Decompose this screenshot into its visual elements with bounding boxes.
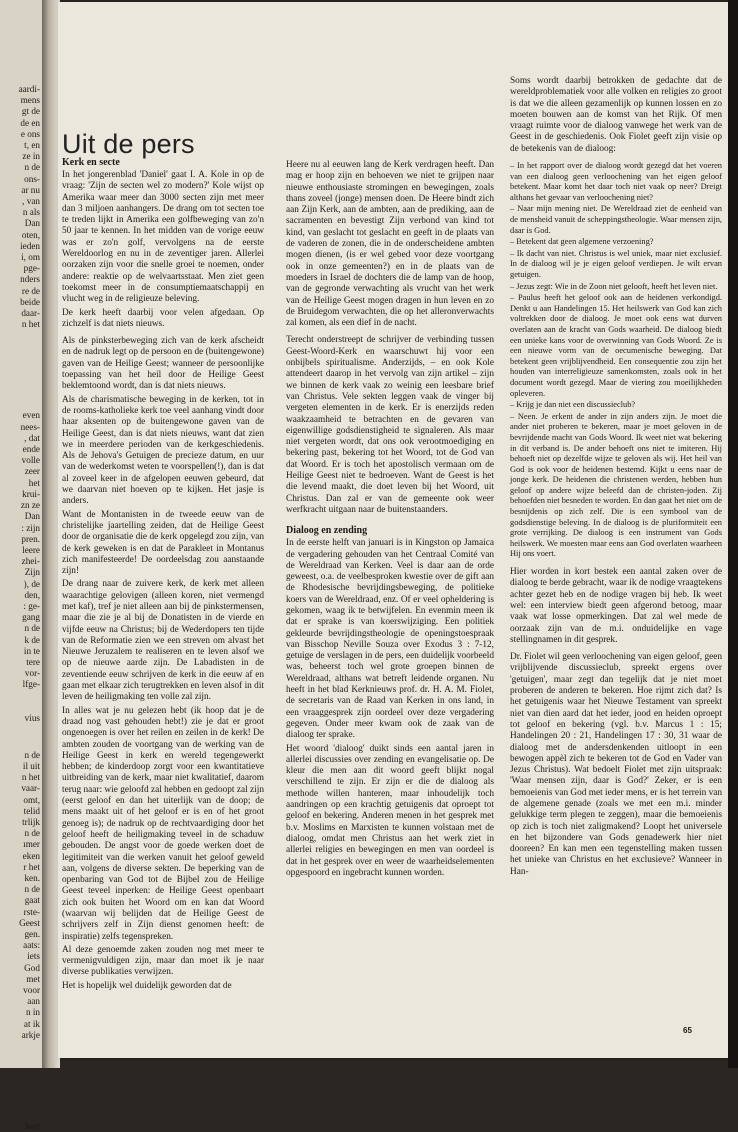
prev-page-line: vaar- (21, 783, 40, 794)
paragraph: Dr. Fiolet wil geen verloochening van eigen geloof, geen vrijblijvende discussieclub, spreekt ergens over 'getuigen', maar zegt dan tegelijk dat je niet moet proberen de anderen te bekeren. Hoe rijmt zich dat? Is het getuigenis waar het Nieuwe Testament van spreekt niet van dien aard dat het ieder, jood en heiden oproept tot geloof en bekering (vgl. b.v. Marcus 1 : 15; Handelingen 20 : 21, Handelingen 17 : 30, 31 waar de dialoog met de andersdenkenden uitloopt in een bewogen appèl zich te bekeren tot de God en Vader van Jezus Christus). Wat bedoelt Fiolet met zijn uitspraak: 'Waar mensen zijn, daar is God?' Zeker, er is een bemoeienis van God met ieder mens, er is het terrein van de algemene genade (zoals we met een m.i. minder gelukkige term plegen te zeggen), maar die bemoeienis op zich is toch niet zaligmakend? Loopt het universele en het bijzondere van Gods genadewerk hier niet dooreen? En kan men een tegenstelling maken tussen het unieke van Christus en het exclusieve? Wanneer in Han- (510, 652, 722, 877)
prev-page-line: beide (20, 296, 40, 307)
prev-page-line: gang (22, 612, 40, 623)
prev-page-line: arkje (21, 1029, 40, 1040)
interview-line: – Paulus heeft het geloof ook aan de heidenen verkondigd. Denkt u aan Handelingen 15. Het heilswerk van God kan zich voltrekken door de dialoog. Je moet ook eens wat durven overlaten aan de kracht van Gods waarheid. De dialoog biedt een unieke kans voor de overwinning van Gods Woord. Ze is een nieuwe vorm van de oecumenische beweging. Dat betekent geen vrijblijvendheid. Een consequentie zou zijn het houden van interreligieuze samenkomsten, zoals ook in het document wordt gezegd. Maar de viering zou moeilijkheden opleveren. (510, 293, 722, 398)
prev-page-line: Geest (19, 917, 40, 928)
prev-page-line: nees- (20, 421, 40, 432)
interview-line: – Naar mijn mening niet. De Wereldraad ziet de eenheid van de mensheid vanuit de scheppingstheologie. Waar mensen zijn, daar is God. (510, 204, 722, 235)
prev-page-line: n de (24, 623, 40, 634)
prev-page-line: krui- (22, 488, 40, 499)
prev-page-line: telid (23, 805, 40, 816)
prev-page-line: pren. (21, 533, 40, 544)
prev-page-line: ar nu (21, 184, 40, 195)
interview-line: – Neen. Je erkent de ander in zijn anders zijn. Je moet die ander niet proberen te bekeren, maar je moet geloven in de bevrijdende macht van Gods Woord. Ik weet niet wat bekering in dit verband is. De ander behoeft ons niet te imiteren. Hij behoeft niet op dezelfde wijze te geloven als wij. Het heil van God is ook voor de heidenen bestemd. Kijkt u eens naar de jonge kerk. De heidenen die christenen werden, hebben hun geloof op andere wijze beleefd dan de christen-joden. Zij behoefden niet besneden te worden. En dan gaat het niet om de besnijdenis op zich zelf. Die is een symbool van de godsdienstige beleving. In de dialoog is de pluriformiteit een grote verrijking. De dialoog is een instrument van Gods heilswerk. We moesten maar eens aan God overlaten waarheen Hij ons voert. (510, 411, 722, 559)
prev-page-line: , van (22, 196, 40, 207)
prev-page-line: ken. (24, 872, 40, 883)
prev-page-line: ieden (20, 240, 40, 251)
prev-page-line: ze in (22, 151, 40, 162)
prev-page-line: ), de (23, 578, 40, 589)
paragraph: Terecht onderstreept de schrijver de verbinding tussen Geest-Woord-Kerk en waarschuwt hij voor een onbijbels spiritualisme. Anderzijds, – en ook Kole attendeert daarop in het vervolg van zijn artikel – zijn we binnen de kerk vaak zo weinig een leesbare brief van Christus. Vele sekten leggen vaak de vinger bij vergeten elementen in de kerk. Er is enerzijds reden waakzaamheid te betrachten en de gevaren van eigenwillige godsdienstigheid te signaleren. Als maar niet vergeten wordt, dat ons ook verootmoediging en bekering past, bekering tot het Woord, tot de God van dat Woord. Er is toch het apostolisch vermaan om de Heilige Geest niet te bedroeven. Want de Geest is het die levend maakt, die doet leven bij het Woord, uit Christus. Dan zal er van de gemeente ook weer werfkracht uitgaan naar de buitenstaanders. (286, 335, 494, 515)
prev-page-line: n als (22, 207, 40, 218)
prev-page-line: ons- (24, 173, 40, 184)
prev-page-line: volle (21, 455, 40, 466)
prev-page-line: re de (21, 285, 40, 296)
prev-page-line: vor- (24, 668, 40, 679)
paragraph: Soms wordt daarbij betrokken de gedachte dat de wereldproblematiek voor alle volken en religies zo groot is dat we die alleen gezamenlijk op kunnen lossen en zo moeten bouwen aan de komst van het Rijk. Of men vraagt ruimte voor de dialoog vanwege het werk van de Geest in de geschiedenis. Ook Fiolet geeft zijn visie op de betekenis van de dialoog: (510, 76, 722, 154)
prev-page-line: Dan (24, 511, 40, 522)
column-1 (62, 157, 264, 994)
prev-page-line: even (22, 410, 40, 421)
prev-page-line: : ge- (23, 600, 40, 611)
prev-page-line: mens (20, 95, 40, 106)
prev-page-line: rste- (23, 906, 40, 917)
prev-page-line: zeer (24, 466, 40, 477)
prev-page-line: n de (24, 884, 40, 895)
page-number: 65 (683, 1026, 692, 1035)
prev-page-line: k de (24, 634, 40, 645)
prev-page-line: vius (24, 712, 40, 723)
prev-page-line: aardi- (18, 84, 40, 94)
prev-page-line: gen. (24, 929, 40, 939)
prev-page-line: n de (24, 749, 40, 760)
section-heading-kerk-en-secte: Kerk en secte (62, 157, 120, 168)
prev-page-line: daar- (21, 308, 40, 319)
prev-page-line: trlijk (22, 816, 40, 827)
magazine-page (58, 2, 728, 1058)
paragraph: Want de Montanisten in de tweede eeuw van de christelijke jaartelling zeiden, dat de Heilige Geest door de organisatie die de kerk opgelegd zou zijn, van de kerk geweken is en dat de Parakleet in Montanus zich manifesteerde! De oordeelsdag zou aanstaande zijn! (62, 509, 264, 577)
paragraph: Als de pinksterbeweging zich van de kerk afscheidt en de nadruk legt op de persoon en de (buitengewone) gaven van de Heilige Geest; wanneer de persoonlijke toepassing van het heil door de Heilige Geest beklemtoond wordt, dan is dat niets nieuws. (62, 336, 264, 392)
prev-page-line: zhei- (21, 556, 40, 567)
prev-page-line: ımer (23, 839, 40, 850)
prev-page-line: aan (27, 996, 40, 1007)
prev-page-line: God (24, 962, 40, 973)
prev-page-line: gaat (24, 895, 40, 906)
page-title: Uit de pers (62, 129, 195, 159)
paragraph: Heere nu al eeuwen lang de Kerk verdragen heeft. Dan mag er hoop zijn en behoeven we niet te grijpen naar nieuwe enthousiaste stromingen en bewegingen, zoals thans zoveel (jonge) mensen doen. De Heere bindt zich aan Zijn Kerk, aan de ambten, aan de prediking, aan de sacramenten en bevestigt Zijn verbond van kind tot kind, van geslacht tot geslacht en geeft in de plaats van de vaderen de zonen, die in de onderscheidene ambten mogen dienen, (is er wel gebed voor deze voortgang ook in onze gemeenten?) en in de plaats van de moeders in Israel de dochters die de lamp van de hoop, van de gegronde verwachting als vrucht van het werk van de Heilige Geest mogen dragen in hun leven en zo de Bruidegom verwachten, die op het alleronverwachts zal komen, als een dief in de nacht. (286, 160, 494, 329)
paragraph: In alles wat je nu gelezen hebt (ik hoop dat je de draad nog vast gehouden hebt!) zie je dat er groot ongenoegen is over het reilen en zeilen in de kerk! De ambten zouden de voortgang van de werking van de Heilige Geest in kerk en wereld tegengewerkt hebben; de kinderdoop zorgt voor een kwantitatieve uitbreiding van de kerk, maar niet kwalitatief, daarom terug naar: wie geloofd zal hebben en gedoopt zal zijn (eerst geloof en dan het uiterlijk van de doop; de mens maakt uit of het geloof er is en of het groot genoeg is); de nadruk op de rechtvaardiging door het geloof heeft de heiligmaking teveel in de schaduw gebouden. De angst voor de goede werken doet de legitimiteit van die werken vanuit het geloof geweld aan, volgens de diverse sekten. De beperking van de openbaring van God tot de Bijbel zou de Heilige Geest teveel inperken: de Heilige Geest openbaart zich ook buiten het Woord om en kan dat Woord (waarvan wij belijden dat de Heilige Geest de schrijvers zelf in Zijn dienst genomen heeft: de inspiratie) zelfs tegenspreken. (62, 705, 264, 942)
prev-page-line: met (26, 973, 40, 984)
column-2 (286, 160, 494, 881)
prev-page-line: n in (25, 1007, 40, 1018)
prev-page-line: de en (20, 117, 40, 128)
prev-page-line: at ik (23, 1018, 40, 1029)
previous-page-strip (0, 0, 42, 1132)
paragraph: Als de charismatische beweging in de kerken, tot in de rooms-katholieke kerk toe veel aanhang vindt door haar aksenten op de buitengewone gaven van de Heilige Geest, dan is dat niets nieuws, want dat zien we in meerdere perioden van de kerkgeschiedenis. Als de Jehova's Getuigen de precieze datum, en uur van de wederkomst weten te voorspellen(!), dan is dat al zoveel keer in de afgelopen eeuwen gebeurd, dat we daarvan niet hoeven op te kijken. Het jasje is anders. (62, 394, 264, 507)
prev-page-line: nders (20, 274, 40, 285)
prev-page-line: den, (24, 589, 40, 600)
paragraph: Al deze genoemde zaken zouden nog met meer te vermenigvuldigen zijn, maar dan moet ik je naar diverse publikaties verwijzen. (62, 944, 264, 978)
prev-page-line: lfge- (22, 679, 40, 690)
prev-page-line: gt de (21, 106, 40, 117)
prev-page-line: n het (21, 319, 40, 330)
paragraph: In het jongerenblad 'Daniel' gaat I. A. Kole in op de vraag: 'Zijn de secten wel zo modern?' Kole wijst op Amerika waar meer dan 3000 secten zijn met meer dan 3 miljoen aanhangers. De drang om tot secten toe te treden lijkt in Amerika een golfbeweging van zo'n 50 jaar te kennen. In het midden van de vorige eeuw was er zo'n golf, vervolgens na de eerste Wereldoorlog en nu in de zeventiger jaren. Allerlei oorzaken zijn voor die snelle groei te noemen, onder andere: reaktie op de welvaartsstaat. Men ziet geen toekomst meer in de consumptiemaatschappij en vlucht weg in de religieuze beleving. (62, 170, 264, 305)
prev-page-line: aats: (23, 940, 40, 951)
prev-page-line: zn ze (20, 500, 40, 511)
page-edge-shadow (728, 0, 738, 1068)
paragraph: In de eerste helft van januari is in Kingston op Jamaica de vergadering gehouden van het Centraal Comité van de Wereldraad van Kerken. Veel is daar aan de orde geweest, o.a. de veelbesproken kwestie over de gift aan de Rhodesische bevrijdingsbeweging, de politieke koers van de Wereldraad, enz. Of er veel opheldering is gekomen, waag ik te betwijfelen. En evenmin meen ik dat er sprake is van koerswijziging. Een politiek gekleurde bevrijdingstheologie de openingstoespraak van Bisschop Neville Souza over Exodus 3 : 7-12, getuige de verslagen in de pers, een duidelijk voorbeeld was, beheerst toch wel grote groepen binnen de Wereldraad, althans wat betreft leidende organen. Nu heeft in het blad Kerknieuws prof. dr. H. A. M. Fiolet, de secretaris van de Raad van Kerken in ons land, in een vraaggesprek zijn oordeel over deze vergadering gegeven. Onder meer kwam ook de zaak van de dialoog ter sprake. (286, 538, 494, 741)
paragraph: De drang naar de zuivere kerk, de kerk met alleen waarachtige gelovigen (alleen koren, niet vermengd met kaf), tref je niet alleen aan bij de pinkstermensen, maar die zie je al bij de Donatisten in de vierde en vijfde eeuw na Christus; bij de Wederdopers ten tijde van de Reformatie zien we een streven om alvast het Nieuwe Jeruzalem te realiseren en te leven alsof we op de nieuwe aarde zijn. De Labadisten in de zeventiende eeuw schrijven de kerk in die eeuw af en gaan met elkaar zich terugtrekken en leven alsof in dit leven de heiligmaking ten volle zal zijn. (62, 579, 264, 703)
prev-page-line: i, om (21, 252, 40, 263)
previous-page-text (0, 84, 42, 1132)
interview-line: – Ik dacht van niet. Christus is wel uniek, maar niet exclusief. In de dialoog wil je je eigen geloof verdiepen. Je wilt ervan getuigen. (510, 248, 722, 280)
prev-page-line: ende (22, 444, 40, 455)
prev-page-line: Zijn (24, 567, 40, 578)
prev-page-line: iets (27, 951, 40, 962)
prev-page-line: in te (23, 645, 40, 656)
prev-page-line: e ons (20, 128, 40, 139)
paragraph: Het woord 'dialoog' duikt sinds een aantal jaren in allerlei discussies over zending en evangelisatie op. De kleur die men aan dit woord geeft blijkt nogal verschillend te zijn. Er zijn er die de dialoog als methode willen hanteren, maar inhoudelijk toch aandringen op een krachtig getuigenis dat oproept tot geloof en bekering. Anderen menen in het gesprek met b.v. Moslims en Marxisten te kunnen volstaan met de dialoog, omdat men Christus aan het werk ziet in allerlei religies en bewegingen en men van oordeel is dat in het gesprek over en weer de waarheidselementen opgespoord en ingebracht kunnen worden. (286, 743, 494, 878)
prev-page-line: r het (23, 861, 40, 872)
interview-line: – Betekent dat geen algemene verzoening? (510, 237, 654, 247)
prev-page-line: Dan (24, 218, 40, 229)
prev-page-line: : zijn (21, 522, 40, 533)
interview-line: – Krijg je dan niet een discussieclub? (510, 400, 636, 410)
paragraph: De kerk heeft daarbij voor velen afgedaan. Op zichzelf is dat niets nieuws. (62, 307, 264, 329)
interview-line: – Jezus zegt: Wie in de Zoon niet gelooft, heeft het leven niet. (510, 281, 718, 291)
paragraph: Hier worden in kort bestek een aantal zaken over de dialoog te berde gebracht, waar ik de nodige vraagtekens achter gezet heb en de nodige vragen bij heb. Ik weet wel: een interview biedt geen afgerond betoog, maar vaak wat losse opmerkingen. Dat zal wel mede de oorzaak zijn van de m.i. onduidelijke en vage stellingnamen in dit gesprek. (510, 567, 722, 645)
prev-page-line: n het (21, 772, 40, 783)
prev-page-line: omt, (23, 794, 40, 805)
prev-page-line: n de (24, 162, 40, 173)
prev-page-line: pge- (23, 263, 40, 274)
prev-page-line: oten, (21, 229, 40, 240)
prev-page-line: tere (26, 656, 40, 667)
section-heading-dialoog-en-zending: Dialoog en zending (286, 525, 368, 537)
paragraph: Het is hopelijk wel duidelijk geworden dat de (62, 980, 232, 991)
prev-page-line: het (28, 477, 40, 488)
prev-page-line: il uit (22, 760, 40, 771)
column-3 (510, 76, 722, 884)
prev-page-line: 3oer (23, 1121, 40, 1132)
prev-page-line: t, en (24, 140, 40, 151)
prev-page-line: , dat (24, 432, 40, 443)
interview-line: – In het rapport over de dialoog wordt gezegd dat het voeren van een dialoog geen verloochening van het eigen geloof betekent. Maar komt het daar toch niet vaak op neer? Dreigt althans het gevaar van verloochening niet? (510, 161, 722, 202)
prev-page-line: voor (23, 985, 40, 996)
prev-page-line: eken (22, 850, 40, 861)
prev-page-line: leere (22, 544, 40, 555)
prev-page-line: n de (24, 828, 40, 839)
